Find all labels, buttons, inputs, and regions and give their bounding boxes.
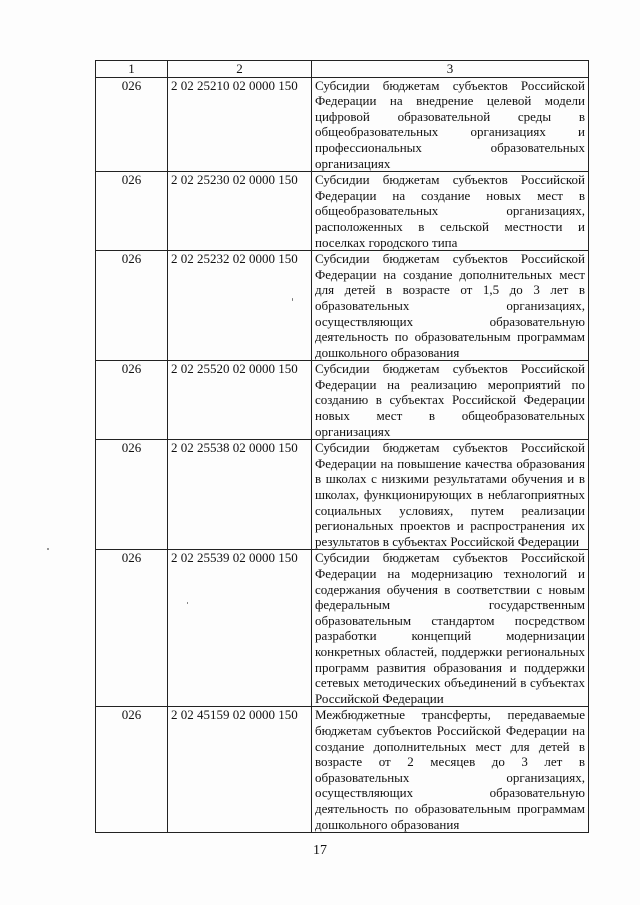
table-header-row [96,61,589,78]
description-cell: Субсидии бюджетам субъектов Российской Федерации на внедрение целевой модели цифровой образовательной среды в общеобразовательных организациях и профессиональных образовательных организациях [312,77,589,172]
description-cell: Субсидии бюджетам субъектов Российской Федерации на модернизацию технологий и содержания обучения в соответствии с новым федеральным государственным образовательным стандартом посредством разработки концепций модернизации конкретных областей, поддержки региональных программ развития образования и поддержки сетевых методических объединений в субъектах Российской Федерации [312,550,589,707]
admin-code-cell: 026 [96,707,168,833]
description-cell: Межбюджетные трансферты, передаваемые бюджетам субъектов Российской Федерации на создание дополнительных мест для детей в возрасте от 2 месяцев до 3 лет в образовательных организациях, осуществляющих образовательную деятельность по образовательным программам дошкольного образования [312,707,589,833]
scan-speck [292,298,293,301]
page-number: 17 [313,843,327,858]
table-row [96,440,589,550]
table-row [96,172,589,251]
column-header-1: 1 [96,61,168,78]
admin-code-cell: 026 [96,440,168,550]
table-row [96,550,589,707]
description-cell: Субсидии бюджетам субъектов Российской Федерации на реализацию мероприятий по созданию в субъектах Российской Федерации новых мест в общеобразовательных организациях [312,361,589,440]
column-header-2: 2 [168,61,312,78]
description-cell: Субсидии бюджетам субъектов Российской Федерации на повышение качества образования в школах с низкими результатами обучения и в школах, функционирующих в неблагоприятных социальных условиях, путем реализации региональных проектов и распространения их результатов в субъектах Российской Федерации [312,440,589,550]
kbk-code-cell: 2 02 25210 02 0000 150 [168,77,312,172]
scan-speck [47,548,49,550]
column-header-3: 3 [312,61,589,78]
admin-code-cell: 026 [96,361,168,440]
table-row [96,77,589,172]
table-body [96,77,589,833]
table-row [96,707,589,833]
kbk-code-cell: 2 02 25539 02 0000 150 [168,550,312,707]
table-row [96,361,589,440]
admin-code-cell: 026 [96,172,168,251]
admin-code-cell: 026 [96,550,168,707]
description-cell: Субсидии бюджетам субъектов Российской Федерации на создание дополнительных мест для детей в возрасте от 1,5 до 3 лет в образовательных организациях, осуществляющих образовательную деятельность по образовательным программам дошкольного образования [312,251,589,361]
table-row [96,251,589,361]
admin-code-cell: 026 [96,77,168,172]
kbk-code-cell: 2 02 25520 02 0000 150 [168,361,312,440]
budget-classification-table [95,60,589,833]
kbk-code-cell: 2 02 25232 02 0000 150 [168,251,312,361]
kbk-code-cell: 2 02 25230 02 0000 150 [168,172,312,251]
admin-code-cell: 026 [96,251,168,361]
scan-speck [187,602,188,604]
kbk-code-cell: 2 02 25538 02 0000 150 [168,440,312,550]
description-cell: Субсидии бюджетам субъектов Российской Федерации на создание новых мест в общеобразовательных организациях, расположенных в сельской местности и поселках городского типа [312,172,589,251]
kbk-code-cell: 2 02 45159 02 0000 150 [168,707,312,833]
